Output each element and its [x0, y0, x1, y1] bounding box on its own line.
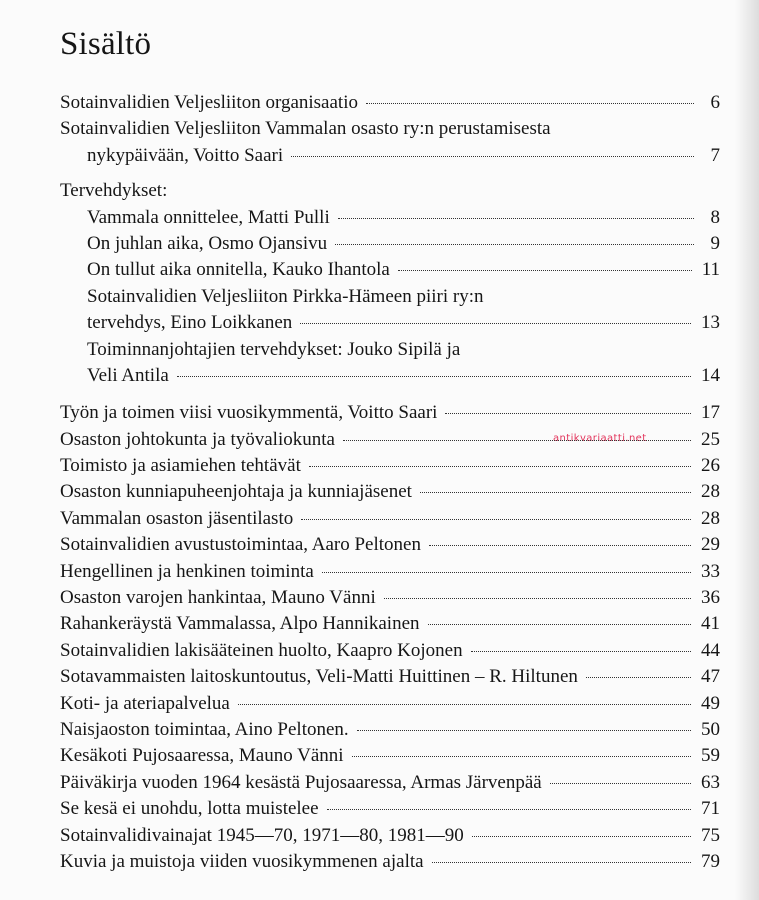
toc-entry	[60, 691, 720, 717]
toc-entry	[60, 532, 720, 558]
toc-entry	[60, 257, 720, 283]
dot-leader	[338, 218, 694, 219]
toc-entry-title: Sotainvalidien Veljesliiton Vammalan osasto ry:n perustamisesta	[60, 118, 551, 140]
toc-entry-title: tervehdys, Eino Loikkanen	[87, 312, 293, 334]
dot-leader	[322, 572, 691, 573]
toc-entry-title: Päiväkirja vuoden 1964 kesästä Pujosaaressa, Armas Järvenpää	[60, 771, 542, 793]
toc-page-number: 50	[701, 718, 720, 740]
toc-entry-title: Toimisto ja asiamiehen tehtävät	[60, 455, 301, 477]
toc-entry-title: Vammala onnittelee, Matti Pulli	[87, 206, 330, 228]
toc-page-number: 28	[701, 481, 720, 503]
toc-entry	[60, 205, 720, 231]
toc-entry	[60, 717, 720, 743]
dot-leader	[445, 413, 691, 414]
toc-entry-title: Hengellinen ja henkinen toiminta	[60, 560, 314, 582]
toc-entry	[60, 664, 720, 690]
toc-entry	[60, 506, 720, 532]
toc-entry	[60, 453, 720, 479]
toc-page-number: 17	[701, 402, 720, 424]
toc-entry-title: Sotainvalidien lakisääteinen huolto, Kaapro Kojonen	[60, 639, 463, 661]
dot-leader	[366, 103, 694, 104]
toc-entry-title: Koti- ja ateriapalvelua	[60, 692, 230, 714]
toc-entry	[60, 796, 720, 822]
toc-page-number: 26	[701, 455, 720, 477]
section-gap	[60, 169, 720, 178]
toc-entry-title: Se kesä ei unohdu, lotta muistelee	[60, 798, 319, 820]
toc-entry	[60, 90, 720, 116]
toc-page-number: 9	[710, 232, 720, 254]
dot-leader	[586, 677, 691, 678]
dot-leader	[309, 466, 691, 467]
toc-page-number: 41	[701, 613, 720, 635]
toc-entry-title: On tullut aika onnitella, Kauko Ihantola	[87, 259, 390, 281]
toc-page-number: 75	[701, 824, 720, 846]
toc-entry	[60, 337, 720, 363]
dot-leader	[432, 862, 691, 863]
toc-page-number: 6	[710, 92, 720, 113]
toc-entry	[60, 743, 720, 769]
dot-leader	[238, 704, 691, 705]
toc-entry	[60, 611, 720, 637]
toc-entry	[60, 400, 720, 426]
toc-entry	[60, 849, 720, 875]
toc-page-number: 28	[701, 507, 720, 529]
toc-page-number: 79	[701, 850, 720, 872]
toc-entry	[60, 427, 720, 453]
watermark-text: antikvariaatti.net	[553, 433, 647, 444]
toc-page-number: 49	[701, 692, 720, 714]
toc-entry	[60, 638, 720, 664]
toc-page-number: 8	[710, 206, 720, 228]
toc-entry-title: Sotainvalidien Veljesliiton organisaatio	[60, 92, 358, 113]
toc-entry	[60, 770, 720, 796]
toc-entry-title: nykypäivään, Voitto Saari	[87, 144, 284, 166]
toc-entry-title: Veli Antila	[87, 364, 169, 386]
section-gap	[60, 389, 720, 400]
toc-entry-title: Sotainvalidien avustustoimintaa, Aaro Peltonen	[60, 534, 421, 556]
dot-leader	[357, 730, 691, 731]
dot-leader	[550, 783, 691, 784]
toc-entry-title: Vammalan osaston jäsentilasto	[60, 507, 294, 529]
toc-entry	[60, 178, 720, 204]
toc-entry	[60, 284, 720, 310]
toc-entry-title: Sotainvalidien Veljesliiton Pirkka-Hämeen piiri ry:n	[87, 285, 484, 307]
toc-entry-title: Tervehdykset:	[60, 180, 168, 202]
dot-leader	[420, 492, 691, 493]
dot-leader	[471, 651, 691, 652]
toc-entry-title: Osaston kunniapuheenjohtaja ja kunniajäsenet	[60, 481, 412, 503]
toc-entry	[60, 143, 720, 169]
dot-leader	[291, 156, 694, 157]
toc-entry-title: Sotavammaisten laitoskuntoutus, Veli-Matti Huittinen – R. Hiltunen	[60, 666, 578, 688]
toc-page-number: 33	[701, 560, 720, 582]
dot-leader	[327, 809, 691, 810]
toc-entry-title: Rahankeräystä Vammalassa, Alpo Hannikainen	[60, 613, 420, 635]
page-title: Sisältö	[60, 26, 152, 62]
toc-entry-title: On juhlan aika, Osmo Ojansivu	[87, 232, 328, 254]
toc-entry	[60, 823, 720, 849]
toc-entry	[60, 559, 720, 585]
toc-page-number: 36	[701, 587, 720, 609]
dot-leader	[343, 440, 691, 441]
toc-entry-title: Työn ja toimen viisi vuosikymmentä, Voitto Saari	[60, 402, 438, 424]
toc-entry-title: Kesäkoti Pujosaaressa, Mauno Vänni	[60, 745, 344, 767]
toc-entry	[60, 310, 720, 336]
toc-entry-title: Osaston johtokunta ja työvaliokunta	[60, 428, 335, 450]
dot-leader	[398, 270, 692, 271]
table-of-contents	[60, 90, 720, 875]
toc-page-number: 7	[710, 144, 720, 166]
toc-entry	[60, 363, 720, 389]
dot-leader	[472, 836, 691, 837]
toc-entry-title: Osaston varojen hankintaa, Mauno Vänni	[60, 587, 376, 609]
dot-leader	[384, 598, 691, 599]
toc-page-number: 63	[701, 771, 720, 793]
dot-leader	[428, 624, 692, 625]
page-edge-shadow	[735, 0, 759, 900]
toc-entry-title: Sotainvalidivainajat 1945—70, 1971—80, 1981—90	[60, 824, 464, 846]
toc-page-number: 29	[701, 534, 720, 556]
toc-page-number: 71	[701, 798, 720, 820]
toc-entry	[60, 116, 720, 142]
dot-leader	[429, 545, 691, 546]
dot-leader	[300, 323, 691, 324]
toc-entry	[60, 585, 720, 611]
dot-leader	[177, 376, 691, 377]
toc-entry	[60, 231, 720, 257]
toc-page-number: 47	[701, 666, 720, 688]
toc-page-number: 13	[701, 312, 720, 334]
toc-entry-title: Toiminnanjohtajien tervehdykset: Jouko Sipilä ja	[87, 338, 461, 360]
dot-leader	[352, 756, 691, 757]
toc-page-number: 11	[701, 259, 720, 281]
dot-leader	[335, 244, 694, 245]
dot-leader	[301, 519, 691, 520]
toc-page-number: 14	[701, 364, 720, 386]
toc-entry-title: Naisjaoston toimintaa, Aino Peltonen.	[60, 718, 349, 740]
toc-entry-title: Kuvia ja muistoja viiden vuosikymmenen ajalta	[60, 850, 424, 872]
toc-entry	[60, 479, 720, 505]
toc-page-number: 25	[701, 428, 720, 450]
toc-page-number: 59	[701, 745, 720, 767]
toc-page-number: 44	[701, 639, 720, 661]
